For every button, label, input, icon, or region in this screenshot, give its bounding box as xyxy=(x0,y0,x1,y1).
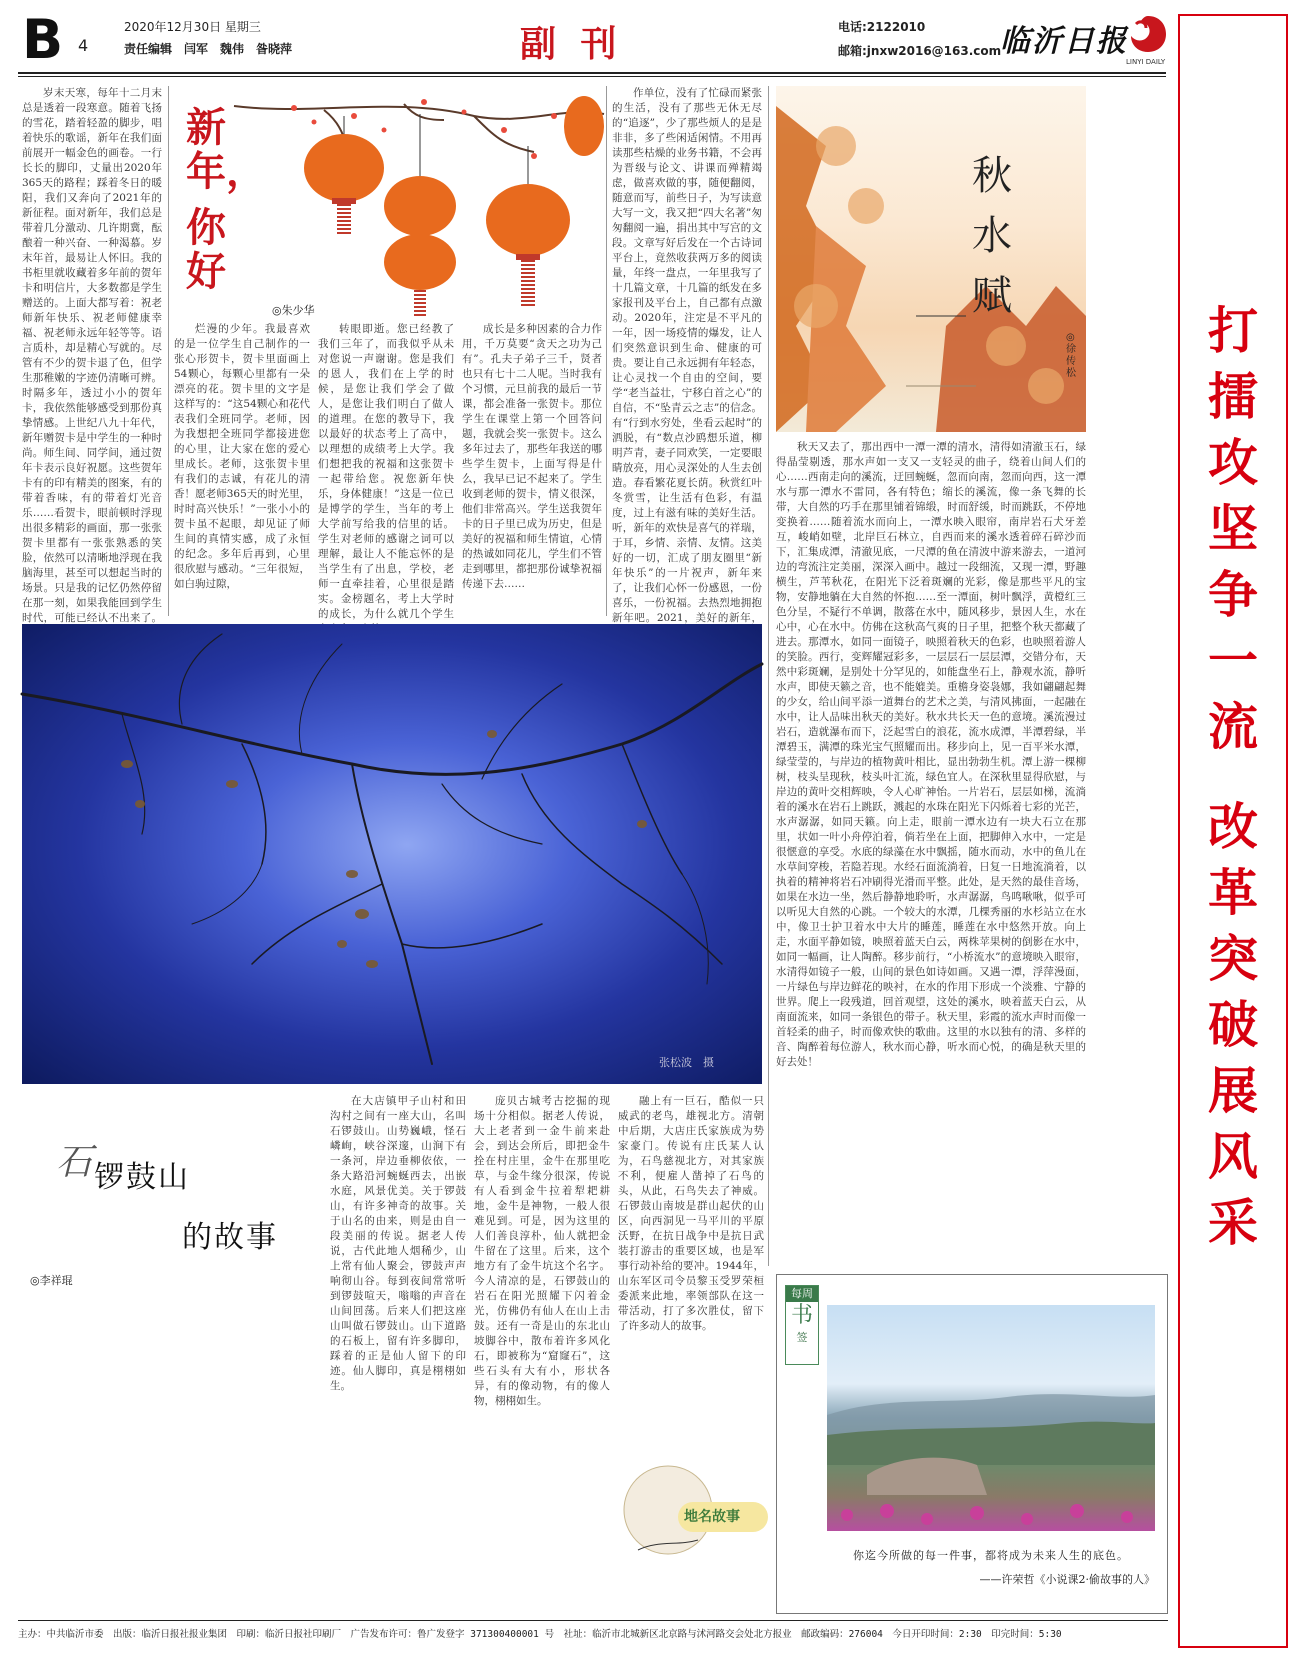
slogan-char: 破 xyxy=(1208,996,1258,1054)
article1-col2: 烂漫的少年。我最喜欢的是一位学生自己制作的一张心形贺卡，贺卡里面画上54颗心，每颗心里都有一朵漂亮的花。贺卡里的文字是这样写的：“这54颗心和花代表我们全班同学。老师，因为我想把全班同学都接进您的心里，让大家在您的爱心里成长。老师，这张贺卡里有我们的志诚，有花儿的清香！愿老师365天的时光里，时时高兴快乐！”一张小小的贺卡虽不起眼，却见证了师生间的真情实感，成了永恒的纪念。多年后再到，心里很欣慰与感动。“三年很短，如白驹过隙， xyxy=(174,323,310,590)
article2-title: 秋水赋 xyxy=(972,153,1012,319)
masthead-english: LINYI DAILY xyxy=(1126,58,1166,66)
autumn-painting xyxy=(776,86,1086,432)
photo-credit: 张松波 摄 xyxy=(659,1056,714,1069)
masthead-logo-icon xyxy=(1126,12,1170,56)
article2-author: ◎徐传松 xyxy=(1066,332,1076,379)
article3-col1: 在大店镇甲子山村和田沟村之间有一座大山，名叫石锣鼓山。山势巍峨，怪石嶙峋，峡谷深邃，山涧下有一条河，岸边垂柳依依，一条大路沿河蜿蜒西去，出嵌水庭，风景优美。关于锣鼓山，有许多神奇的故事。关于山名的由来，则是由自一段美丽的传说。据老人传说，古代此地人烟稀少，山上常有仙人聚会，锣鼓声声响彻山谷。每到夜间常常听到锣鼓喧天，嗡嗡的声音在山间回荡。后来人们把这座山叫做石锣鼓山。山下道路的石板上，留有许多脚印，踩着的正是仙人留下的印迹。仙人脚印，真是栩栩如生。 xyxy=(330,1095,466,1392)
header-rule-thin xyxy=(18,76,1166,77)
article3-title-b: 的故事 xyxy=(182,1220,278,1255)
slogan-box xyxy=(1178,14,1288,1648)
mountain-landscape-photo xyxy=(827,1305,1155,1531)
book-quote-text: 你迄今所做的每一件事，都将成为未来人生的底色。 xyxy=(853,1549,1129,1562)
section-name: 副 刊 xyxy=(520,23,623,65)
article3-author: ◎李祥琨 xyxy=(30,1274,73,1287)
place-story-label: 地名故事 xyxy=(684,1509,740,1525)
book-badge xyxy=(785,1285,819,1365)
place-story-badge xyxy=(618,1420,768,1610)
slogan-char: 一 xyxy=(1208,632,1258,690)
slogan-char: 争 xyxy=(1208,566,1258,624)
article2-body: 秋天又去了，那出西中一潭一潭的清水，清得如清澈玉石，绿得晶莹剔透，那水声如一支又一支轻灵的曲子，绕着山间人们的心……西南走向的溪流，迂回蜿蜒，忽而向南，忽而向西，这一潭水与那一潭水不雷同，各有特色；缩长的溪流，像一条飞舞的长带，大自然的巧手在那里铺着锦缎，时而舒缓，时而跳跃，不停地变换着……随着流水而向上，一潭水映入眼帘，南岸岩石犬牙差互，峻峭如壁，北岸巨石林立，自西而来的溪水透着碎石碎沙而下，汇集成潭，清澈见底，一尺潭的鱼在清波中游来游去，一道河边的弯流注定美丽，深深入画中。越过一段细流，又现一潭，野趣横生，芦苇秋花，在阳光下泛着斑斓的光彩，像是那些平凡的宝物，安静地躺在大自然的怀抱……至一潭面，树叶飘浮，黄橙红三色分呈，不疑行不单调，散落在水中，随风移步，景因人生，水在心中，心在水中。仿佛在这秋高气爽的日子里，把整个秋天都藏了进去。那潭水，如同一面镜子，映照着秋天的色彩，也映照着游人的笑脸。西行，变辉耀冠彩多，一层层石一层层潭，交错分布，天然中彩斑斓，是别处十分罕见的，如能盘坐石上，静观水流，静听水声，即使天籁之音，也不能媲美。重檐身姿袅娜，我如翩翩起舞的少女，给山间平添一道舞台的艺术之美，与清风拂面，一起融在水中，让人品味出秋天的美好。秋水共长天一色的意境。溪流漫过岩石，造就瀑布而下，泛起雪白的浪花，流水成潭，半潭碧绿，半潭碧玉，满潭的珠光宝气照耀而出。移步向上，见一百平米水潭，绿莹莹的，与岸边的植物黄叶相比，显出勃勃生机。潭上游一棵柳树，枝头呈现秋，枝头叶汇流，绿色宜人。在深秋里显得欣慰，与岸边的黄叶交相辉映，令人心旷神怡。一片岩石，层层如梯，流淌着的溪水在岩石上跳跃，溅起的水珠在阳光下闪烁着七彩的光芒，水声潺潺，如同天籁。向上走，眼前一潭水边有一块大石立在那里，状如一叶小舟停泊着，倘若坐在上面，把脚伸入水中，一定是很惬意的享受。水底的绿藻在水中飘摇，随水而动，水中的鱼儿在水草间穿梭，若隐若现。水经石面流淌着，日复一日地流淌着，以执着的精神将岩石冲刷得光滑而平整。此处，是天然的最佳音场，如果在水边一坐，然后静静地聆听，水声潺潺，鸟鸣啾啾，似乎可以听见大自然的心跳。一个较大的水潭，几棵秀丽的水杉站立在水中，像卫士护卫着水中大片的睡莲，睡莲在水中悠然开放。向上走，水面平静如镜，映照着蓝天白云，两株苹果树的倒影在水中，如同一幅画，让人陶醉。移步前行，“小桥流水”的意境映入眼帘，水清得如镜子一般，山间的景色如诗如画。又遇一潭，浮萍漫面，一片绿色与岸边鲜花的映衬，在水的作用下形成一个淡雅、宁静的世界。爬上一段残道，回首观望，这处的溪水，映着蓝天白云，从南面流来，如同一条银色的带子。秋天里，彩霞的流水声时而像一首轻柔的曲子，时而像欢快的歌曲。这里的水以独有的清、多样的音、陶醉着每位游人，秋水而心静，听水而心悦，的确是秋天里的好去处！ xyxy=(776,441,1086,1068)
slogan-char: 改 xyxy=(1208,798,1258,856)
book-badge-line2: 书 xyxy=(790,1303,813,1328)
phone-line: 电话:2122010 xyxy=(838,20,926,34)
column-divider xyxy=(768,86,769,1266)
masthead-title: 临沂日报 xyxy=(1000,24,1128,59)
slogan-char: 擂 xyxy=(1208,368,1258,426)
article1-title-b: 你好 xyxy=(186,204,226,295)
column-divider xyxy=(168,86,169,616)
article1-col4: 成长是多种因素的合力作用，千万莫要“贪天之功为己有”。孔夫子弟子三千，贤者也只有七十二人呢。当时我有个习惯，元旦前我的最后一节课，都会准备一张贺卡。那位学生在课堂上第一个回答问题，我就会奖一张贺卡。这么多年过去了，那些年我送的哪些学生贺卡，上面写得是什么，我早已记不起来了。学生收到老师的贺卡，情义很深，他们非常高兴。学生送我贺年卡的日子里已成为历史，但是美好的祝福和师生情谊，心情的热诚如同花儿，学生们不管走到哪里，都把那份诚挚祝福传递下去…… xyxy=(462,323,602,590)
night-branches-photo xyxy=(22,624,762,1084)
email-line: 邮箱:jnxw2016@163.com xyxy=(838,44,1002,58)
book-quote-box xyxy=(776,1274,1168,1614)
slogan-char: 攻 xyxy=(1208,434,1258,492)
editors-line: 责任编辑 闫军 魏伟 昝晓萍 xyxy=(124,42,293,56)
slogan-char: 突 xyxy=(1208,930,1258,988)
slogan-char: 流 xyxy=(1208,698,1258,756)
issue-date: 2020年12月30日 星期三 xyxy=(124,20,261,34)
book-badge-line3: 签 xyxy=(796,1331,808,1344)
slogan-char: 革 xyxy=(1208,864,1258,922)
article1-author: ◎朱少华 xyxy=(272,304,315,317)
article1-col5: 作单位，没有了忙碌而紧张的生活，没有了那些无休无尽的“追逐”，少了那些烦人的是是非非，多了些闲适闲情。不用再读那些枯燥的业务书籍，不会再为晋级与论文、讲课而殚精竭虑，做喜欢做的事，随便翻阅，随意而写，前些日子，为写读意大写一文，我又把“四大名著”匆匆翻阅一遍，捐出其中写宫的文段。文章写好后发在一个古诗词平台上，竟然收获两万多的阅读量，年终一盘点，一年里我写了十几篇文章，十几篇的纸发在多家报刊及平台上，自己都有点激动。2020年，注定是不平凡的一年，因一场疫情的爆发，让人们突然意识到生命、健康的可贵。要让自己永远拥有年轻态，让心灵找一个自由的空间，要学“老当益壮，宁移白首之心”的自信，不“坠青云之志”的信念。有“行到水穷处，坐看云起时”的洒脱，有“数点沙鸥想乐道，柳明芦青，妻子同欢笑，一定要眼睛放亮，用心灵深处的人生去创造。春看繁花夏长荫。秋赏红叶冬赏雪，让生活有色彩，有温度，过上有滋有味的美好生活。听，新年的欢快是喜气的祥瑞，于耳，乡情、亲情、友情。这美好的一切，汇成了朋友圈里“新年快乐”的一片祝声，新年来了，让我们心怀一份感恩，一份喜乐，一份祝福。去热烈地拥抱新年吧。2021，美好的新年， xyxy=(612,87,762,624)
page-letter: B xyxy=(22,8,64,71)
article1-title-a: 新年， xyxy=(186,104,266,195)
footer-info: 主办：中共临沂市委 出版：临沂日报社报业集团 印刷：临沂日报社印刷厂 广告发布许可：鲁广发登字 371300400001 号 社址：临沂市北城新区北京路与沭河路交会处北方报业 邮政编码：276004 今日开印时间：2:30 印完时间：5:30 xyxy=(18,1629,1062,1640)
slogan-char: 打 xyxy=(1208,302,1258,360)
column-divider xyxy=(606,86,607,616)
book-quote-source: ——许荣哲《小说课2·偷故事的人》 xyxy=(979,1573,1155,1586)
article1-col1: 岁末天寒，每年十二月末总是透着一段寒意。随着飞扬的雪花，踏着轻盈的脚步，唱着快乐的歌谣，新年在我们面前展开一幅金色的画卷。一行长长的脚印，丈量出2020年365天的路程；踩着冬日的暖阳，我们又奔向了2021年的新征程。面对新年，我们总是带着几分激动、几许期冀，酝酿着一种兴奋、一种渴慕。岁末年首，最易让人怀旧。我的书柜里就收藏着多年前的贺年卡和明信片，大多数都是学生赠送的。上面大都写着：祝老师新年快乐、祝老师健康幸福、祝老师永远年轻等等。语言质朴，却是精心写就的。尽管有不少的贺卡退了色，但学生那稚嫩的字迹仍清晰可辨。时隔多年，透过小小的贺年卡，我依然能够感受到那份真挚情感。上世纪八九十年代，新年赠贺卡是中学生的一种时尚。师生间、同学间，通过贺年卡表示良好祝愿。这些贺年卡有的印有精美的图案，有的带着香味，有的带着灯光音乐……看贺卡，眼前顿时浮现出很多精彩的画面，那一张张贺卡里都有一张张熟悉的笑脸，依然可以清晰地浮现在我脑海里，甚至可以想起当时的场景。只是我的记忆仍然停留在那一刻，如果我能回到学生时代，可能已经认不出来了。 xyxy=(22,87,162,624)
slogan-char: 展 xyxy=(1208,1062,1258,1120)
slogan-char: 坚 xyxy=(1208,500,1258,558)
slogan-char: 风 xyxy=(1208,1128,1258,1186)
slogan-text xyxy=(1180,298,1286,1256)
header-rule xyxy=(18,72,1166,74)
book-badge-line1: 每周 xyxy=(786,1286,818,1302)
mountain-illustration xyxy=(22,1094,322,1614)
slogan-char: 采 xyxy=(1208,1194,1258,1252)
article3-col2: 庞贝古城考古挖掘的现场十分相似。据老人传说，大上老者到一金牛前来赴会，到达会所后，即把金牛拴在村庄里，金牛在那里吃草，与金牛缘分很深，传说有人看到金牛拉着犁耙耕地，金牛是神物，一般人很难见到。可是，因为这里的人们善良淳朴，仙人就把金牛留在了这里。后来，这个地方有了金牛坑这个名字。今人清凉的是，石锣鼓山的岩石在阳光照耀下闪着金光，仿佛仍有仙人在山上击鼓。还有一奇是山的东北山坡脚谷中，散布着许多风化石，即被称为“窟窿石”，这些石头有大有小，形状各异，有的像动物，有的像人物，栩栩如生。 xyxy=(474,1095,610,1407)
article3-title-prefix: 石 xyxy=(56,1142,93,1183)
article1-col3: 转眼即逝。您已经教了我们三年了，而我似乎从未对您说一声谢谢。您是我们的恩人，我们在上学的时候，是您让我们学会了做人，是您让我们明白了做人的道理。在您的教导下，我以最好的状态考上了高中，以理想的成绩考上大学。我们想把我的祝福和这张贺卡一起带给您。祝您新年快乐，身体健康！”这是一位已是博学的学生，当年的考上大学前写给我的信里的话。学生对老师的感谢之词可以理解，最让人不能忘怀的是当学生有了出息，学校，老师一直牵挂着，心里很是踏实。金榜题名，考上大学时的成长，为什么就几个学生 xyxy=(318,323,454,620)
page-number: 4 xyxy=(78,36,89,55)
footer-rule xyxy=(18,1620,1168,1621)
article3-col3: 融上有一巨石，酷似一只威武的老鸟，雄视北方。清朝中后期，大店庄氏家族成为势家豪门。传说有庄氏某人认为，石鸟慈视北方，对其家族不利，便雇人凿掉了石鸟的头，从此，石鸟失去了神威。石锣鼓山南坡是群山起伏的山区，向西洞见一马平川的平原沃野，在抗日战争中是抗日武装打游击的重要区域，也是军事行动补给的要冲。1944年，山东军区司令员黎玉受罗荣桓委派来此地，率领部队在这一带活动，打了多次胜仗，留下了许多动人的故事。 xyxy=(618,1095,764,1332)
article3-title-a: 锣鼓山 xyxy=(94,1160,190,1195)
lantern-art xyxy=(174,86,604,318)
